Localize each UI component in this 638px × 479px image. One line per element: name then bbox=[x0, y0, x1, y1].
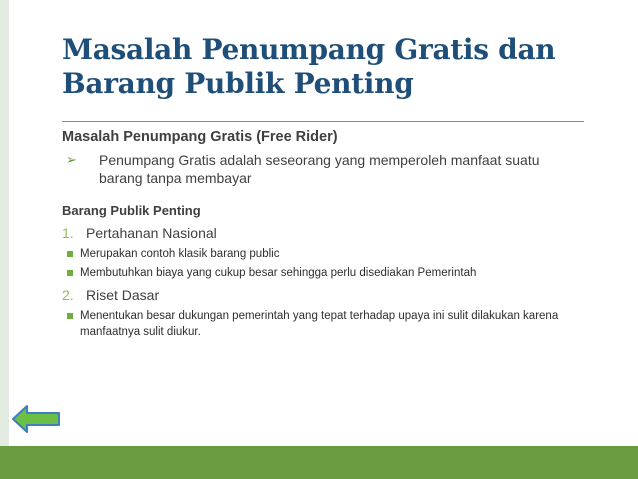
square-bullet-icon bbox=[67, 251, 73, 257]
arrow-item-line-1: Penumpang Gratis adalah seseorang yang memperoleh manfaat suatu bbox=[99, 152, 540, 168]
square-bullet-text: Membutuhkan biaya yang cukup besar sehingga perlu disediakan Pemerintah bbox=[80, 267, 477, 279]
square-bullet-text: Merupakan contoh klasik barang public bbox=[80, 248, 280, 260]
numbered-item-number: 2. bbox=[62, 287, 74, 303]
section-heading-free-rider: Masalah Penumpang Gratis (Free Rider) bbox=[62, 129, 338, 145]
numbered-item-1 bbox=[62, 223, 592, 243]
numbered-item-label: Pertahanan Nasional bbox=[86, 225, 217, 241]
square-bullet-icon bbox=[67, 270, 73, 276]
left-accent-strip bbox=[0, 0, 9, 479]
square-bullet-item bbox=[62, 308, 592, 340]
left-arrow-icon[interactable] bbox=[11, 403, 61, 435]
numbered-item-label: Riset Dasar bbox=[86, 287, 160, 303]
title-divider bbox=[62, 121, 584, 122]
slide-content bbox=[62, 127, 592, 340]
square-bullet-item bbox=[62, 265, 592, 281]
numbered-item-2 bbox=[62, 285, 592, 305]
numbered-item-number: 1. bbox=[62, 225, 74, 241]
square-bullet-item bbox=[62, 246, 592, 262]
section-heading-public-goods: Barang Publik Penting bbox=[62, 203, 201, 218]
footer-bar bbox=[0, 446, 638, 479]
square-bullet-icon bbox=[67, 313, 73, 319]
slide-title-line-2: Barang Publik Penting bbox=[62, 67, 414, 100]
slide-title bbox=[62, 33, 602, 101]
left-arrow-icon-svg bbox=[11, 403, 61, 435]
arrow-item-line-2: barang tanpa membayar bbox=[99, 170, 252, 186]
slide-title-line-1: Masalah Penumpang Gratis dan bbox=[62, 33, 556, 66]
square-bullet-text: Menentukan besar dukungan pemerintah yang tepat terhadap upaya ini sulit dilakukan karena manfaatnya sulit diukur. bbox=[80, 310, 559, 338]
arrow-bullet-icon: ➢ bbox=[66, 152, 77, 167]
arrow-bullet-item bbox=[62, 151, 592, 187]
